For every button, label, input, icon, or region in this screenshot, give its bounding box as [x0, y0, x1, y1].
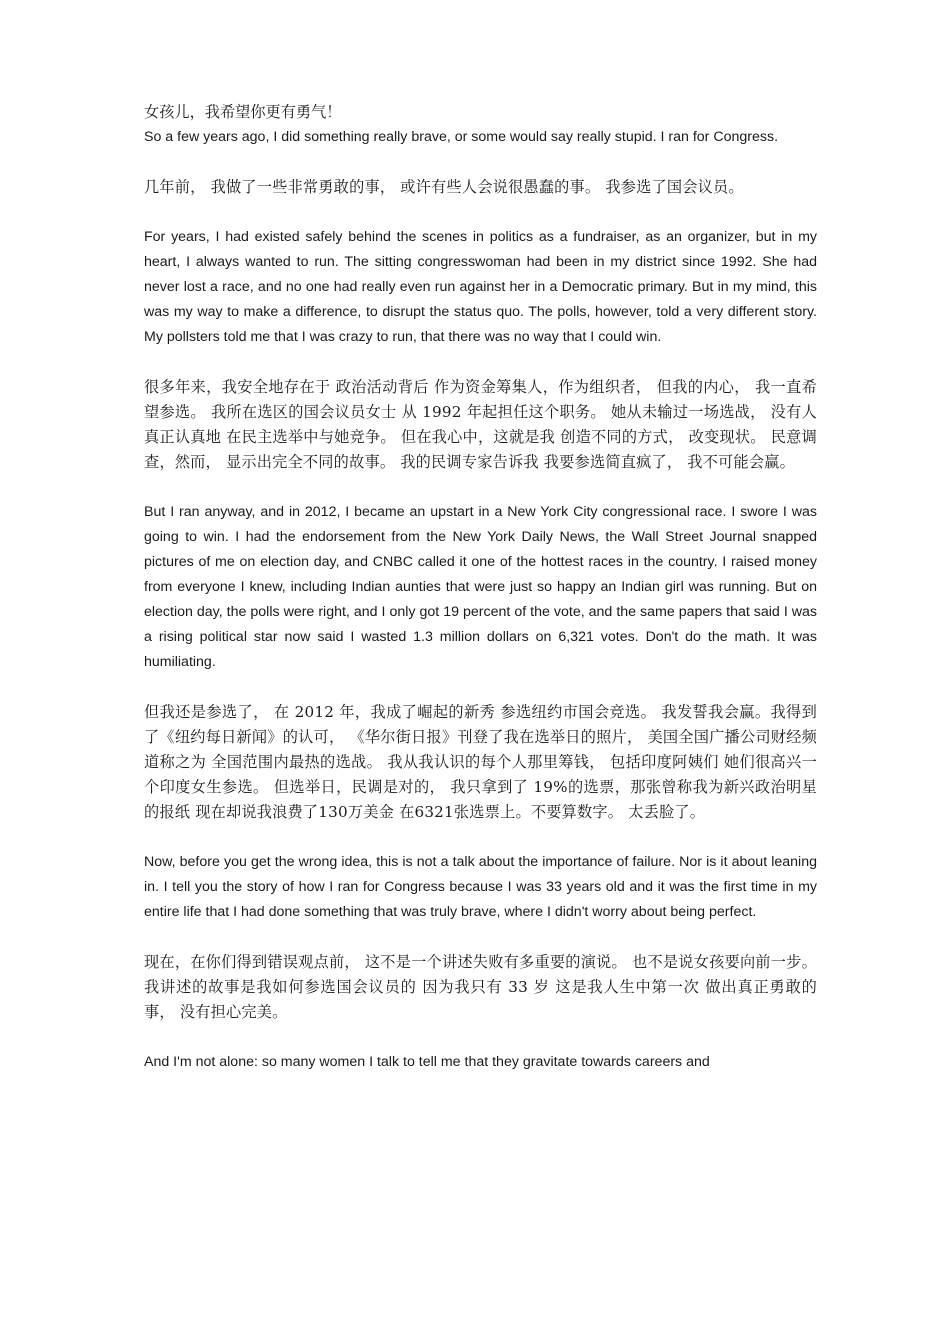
- paragraph-spacer: [144, 1025, 817, 1050]
- paragraph-spacer: [144, 150, 817, 175]
- paragraph-4-english: Now, before you get the wrong idea, this is not a talk about the importance of failure. Nor is it about leaning in. I tell you the story of how I ran for Congress because I was 33 years old and it was the first time in my entire life that I had done something that was truly brave, where I didn't worry about being perfect.: [144, 854, 817, 920]
- paragraph-spacer: [144, 350, 817, 375]
- document-title: 女孩儿，我希望你更有勇气！: [144, 103, 342, 121]
- paragraph-5-english: And I'm not alone: so many women I talk to tell me that they gravitate towards careers and: [144, 1054, 710, 1070]
- paragraph-4-chinese: 现在，在你们得到错误观点前， 这不是一个讲述失败有多重要的演说。 也不是说女孩要向前一步。我讲述的故事是我如何参选国会议员的 因为我只有 33 岁 这是我人生中第一次 做出真正勇敢的事， 没有担心完美。: [144, 953, 817, 1021]
- document-page: [144, 100, 817, 1075]
- paragraph-1-chinese: 几年前， 我做了一些非常勇敢的事， 或许有些人会说很愚蠢的事。 我参选了国会议员。: [144, 178, 744, 196]
- paragraph-spacer: [144, 825, 817, 850]
- paragraph-spacer: [144, 475, 817, 500]
- paragraph-spacer: [144, 925, 817, 950]
- paragraph-2-chinese: 很多年来，我安全地存在于 政治活动背后 作为资金筹集人，作为组织者， 但我的内心， 我一直希望参选。 我所在选区的国会议员女士 从 1992 年起担任这个职务。 她从未输过一场选战， 没有人真正认真地 在民主选举中与她竞争。 但在我心中，这就是我 创造不同的方式， 改变现状。 民意调查，然而， 显示出完全不同的故事。 我的民调专家告诉我 我要参选简直疯了， 我不可能会赢。: [144, 378, 817, 471]
- paragraph-3-chinese: 但我还是参选了， 在 2012 年，我成了崛起的新秀 参选纽约市国会竞选。 我发誓我会赢。我得到了《纽约每日新闻》的认可， 《华尔街日报》刊登了我在选举日的照片， 美国全国广播公司财经频道称之为 全国范围内最热的选战。 我从我认识的每个人那里筹钱， 包括印度阿姨们 她们很高兴一个印度女生参选。 但选举日，民调是对的， 我只拿到了 19%的选票，那张曾称我为新兴政治明星的报纸 现在却说我浪费了130万美金 在6321张选票上。不要算数字。 太丢脸了。: [144, 703, 817, 821]
- paragraph-1-english: So a few years ago, I did something really brave, or some would say really stupid. I ran for Congress.: [144, 129, 779, 145]
- paragraph-3-english: But I ran anyway, and in 2012, I became an upstart in a New York City congressional race. I swore I was going to win. I had the endorsement from the New York Daily News, the Wall Street Journal snapped pictures of me on election day, and CNBC called it one of the hottest races in the country. I raised money from everyone I knew, including Indian aunties that were just so happy an Indian girl was running. But on election day, the polls were right, and I only got 19 percent of the vote, and the same papers that said I was a rising political star now said I wasted 1.3 million dollars on 6,321 votes. Don't do the math. It was humiliating.: [144, 504, 817, 670]
- paragraph-spacer: [144, 200, 817, 225]
- paragraph-2-english: For years, I had existed safely behind the scenes in politics as a fundraiser, as an organizer, but in my heart, I always wanted to run. The sitting congresswoman had been in my district since 1992. She had never lost a race, and no one had really even run against her in a Democratic primary. But in my mind, this was my way to make a difference, to disrupt the status quo. The polls, however, told a very different story. My pollsters told me that I was crazy to run, that there was no way that I could win.: [144, 229, 817, 345]
- paragraph-spacer: [144, 675, 817, 700]
